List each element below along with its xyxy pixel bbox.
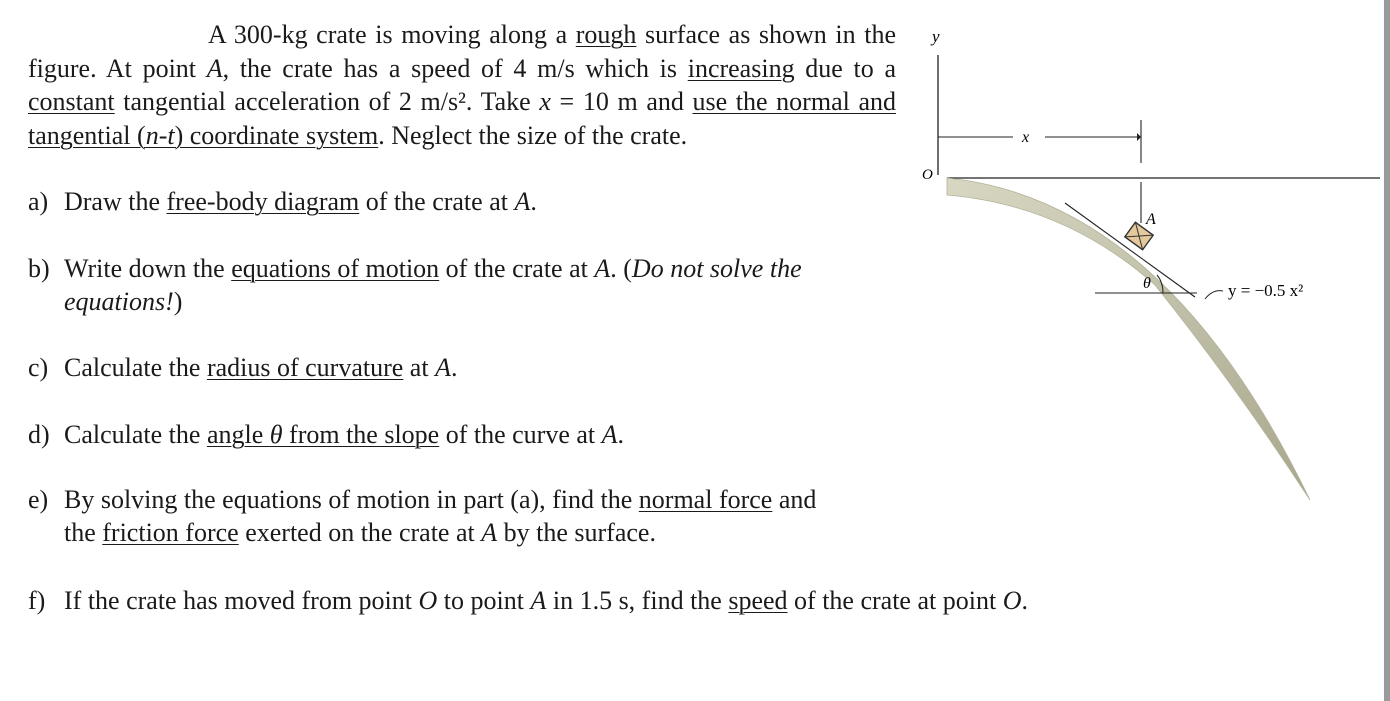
question-a: a) Draw the free-body diagram of the crate at A. (28, 187, 537, 216)
underlined-increasing: increasing (687, 53, 795, 83)
y-axis-label: y (932, 27, 940, 46)
equation-leader (1205, 291, 1223, 299)
underlined-coordinate-system: use the normal and tangential (n-t) coordinate system (28, 87, 897, 150)
point-a-label: A (1146, 211, 1156, 228)
curve-equation: y = −0.5 x² (1228, 281, 1304, 300)
angle-label: θ (1143, 275, 1151, 292)
problem-statement: A 300-kg crate is moving along a rough surface as shown in the figure. At point A, the crate has a speed of 4 m/s which is increasing due to a constant tangential acceleration of 2 m/s². Take x = 10 m and use the normal and tangential (n-t) coordinate system. Neglect the size of the crate. (28, 20, 897, 150)
crate-on-curve-figure (905, 15, 1380, 515)
tangent-line (1065, 203, 1195, 297)
question-e: e) By solving the equations of motion in part (a), find the normal force and the friction force exerted on the crate at A by the surface. (28, 485, 817, 547)
curved-surface (947, 178, 1310, 500)
x-dimension-label: x (1022, 129, 1030, 146)
underlined-rough: rough (575, 20, 637, 49)
origin-label: O (922, 167, 933, 183)
question-d: d) Calculate the angle θ from the slope of the curve at A. (28, 420, 625, 449)
question-f: f) If the crate has moved from point O to point A in 1.5 s, find the speed of the crate at point O. (28, 586, 1028, 615)
x-dimension-arrowhead (1137, 133, 1141, 141)
question-b: b) Write down the equations of motion of the crate at A. (Do not solve the equations!) (28, 254, 802, 316)
page-edge-bar (1384, 0, 1390, 701)
underlined-constant: constant (28, 87, 115, 116)
question-c: c) Calculate the radius of curvature at A. (28, 353, 458, 382)
